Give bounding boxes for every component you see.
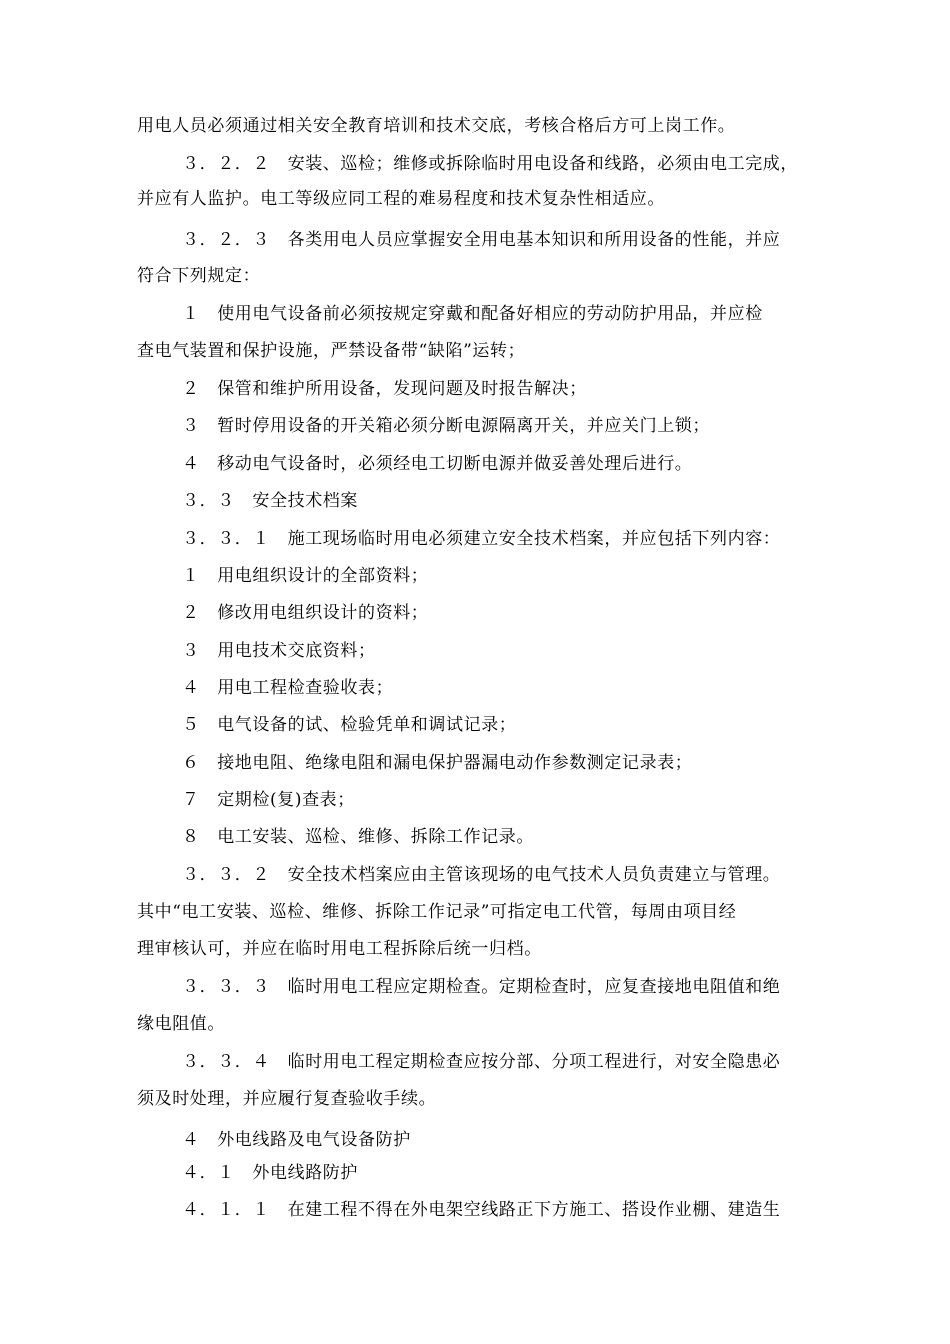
list-item-4: ４ 移动电气设备时，必须经电工切断电源并做妥善处理后进行。 — [182, 454, 693, 474]
list-item-1-line-2: 查电气装置和保护设施，严禁设备带“缺陷”运转； — [137, 341, 526, 361]
archive-item-6: ６ 接地电阻、绝缘电阻和漏电保护器漏电动作参数测定记录表； — [182, 753, 693, 773]
section-heading-3-3: ３．３ 安全技术档案 — [182, 491, 358, 511]
clause-3-3-3-line-2: 缘电阻值。 — [137, 1014, 225, 1034]
clause-3-3-2-line-3: 理审核认可，并应在临时用电工程拆除后统一归档。 — [137, 939, 542, 959]
archive-item-8: ８ 电工安装、巡检、维修、拆除工作记录。 — [182, 827, 534, 847]
chapter-heading-4: ４ 外电线路及电气设备防护 — [182, 1130, 411, 1150]
clause-3-2-2-line-2: 并应有人监护。电工等级应同工程的难易程度和技术复杂性相适应。 — [137, 189, 665, 209]
list-item-2: ２ 保管和维护所用设备，发现问题及时报告解决； — [182, 379, 587, 399]
archive-item-5: ５ 电气设备的试、检验凭单和调试记录； — [182, 715, 517, 735]
archive-item-3: ３ 用电技术交底资料； — [182, 641, 376, 661]
section-heading-4-1: ４．１ 外电线路防护 — [182, 1163, 358, 1183]
clause-3-3-4-line-1: ３．３．４ 临时用电工程定期检查应按分部、分项工程进行，对安全隐患必 — [182, 1052, 781, 1072]
archive-item-1: １ 用电组织设计的全部资料； — [182, 566, 429, 586]
clause-4-1-1-line-1: ４．１．１ 在建工程不得在外电架空线路正下方施工、搭设作业棚、建造生 — [182, 1200, 781, 1220]
clause-3-2-2-line-1: ３．２．２ 安装、巡检；维修或拆除临时用电设备和线路，必须由电工完成， — [182, 154, 798, 174]
archive-item-4: ４ 用电工程检查验收表； — [182, 678, 394, 698]
clause-3-2-3-line-2: 符合下列规定： — [137, 266, 261, 286]
clause-3-3-2-line-1: ３．３．２ 安全技术档案应由主管该现场的电气技术人员负责建立与管理。 — [182, 865, 781, 885]
archive-item-7: ７ 定期检(复)查表； — [182, 790, 355, 810]
archive-item-2: ２ 修改用电组织设计的资料； — [182, 603, 429, 623]
clause-3-3-3-line-1: ３．３．３ 临时用电工程应定期检查。定期检查时，应复查接地电阻值和绝 — [182, 977, 781, 997]
clause-3-3-2-line-2: 其中“电工安装、巡检、维修、拆除工作记录”可指定电工代管，每周由项目经 — [137, 902, 737, 922]
clause-3-2-3-line-1: ３．２．３ 各类用电人员应掌握安全用电基本知识和所用设备的性能，并应 — [182, 230, 781, 250]
list-item-3: ３ 暂时停用设备的开关箱必须分断电源隔离开关，并应关门上锁； — [182, 416, 710, 436]
clause-3-3-4-line-2: 须及时处理，并应履行复查验收手续。 — [137, 1089, 437, 1109]
text-line-1: 用电人员必须通过相关安全教育培训和技术交底，考核合格后方可上岗工作。 — [137, 116, 736, 136]
clause-3-3-1: ３．３．１ 施工现场临时用电必须建立安全技术档案，并应包括下列内容： — [182, 529, 781, 549]
list-item-1-line-1: １ 使用电气设备前必须按规定穿戴和配备好相应的劳动防护用品，并应检 — [182, 304, 763, 324]
